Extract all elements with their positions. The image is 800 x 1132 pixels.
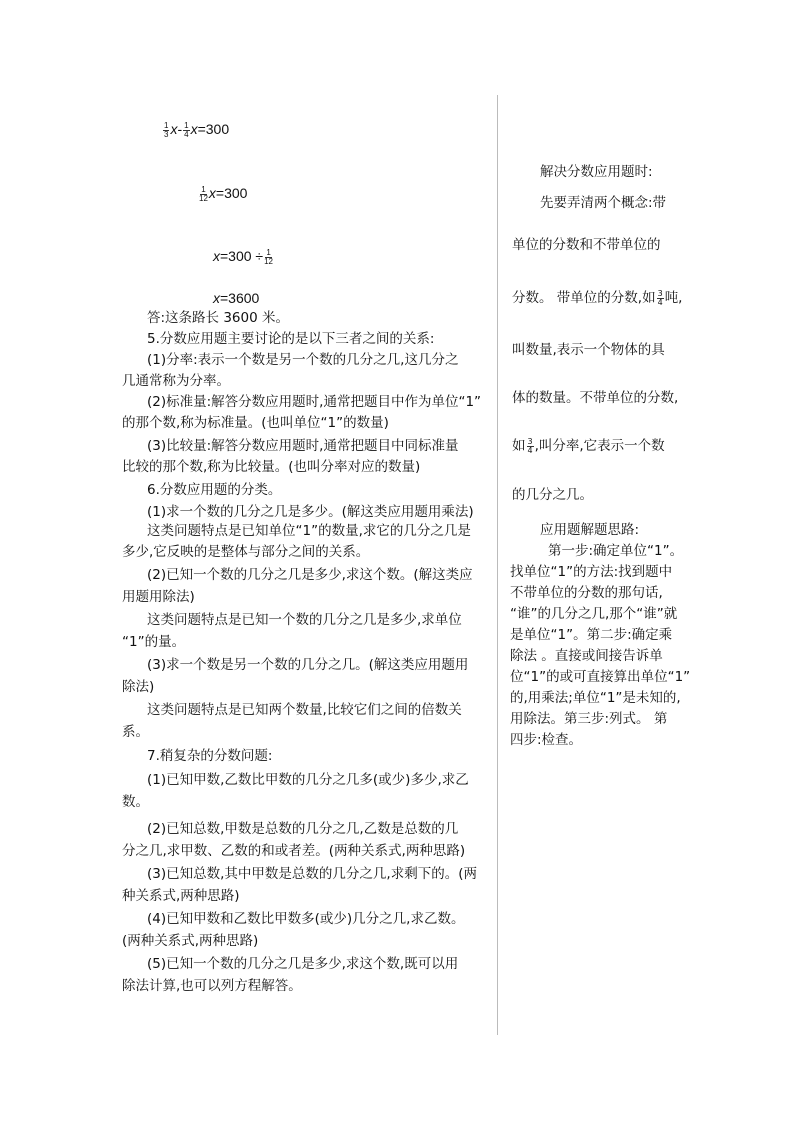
left-text-line: 数。 [122, 794, 149, 810]
left-text-line: (1)分率:表示一个数是另一个数的几分之几,这几分之 [147, 352, 459, 368]
left-text-line: (1)已知甲数,乙数比甲数的几分之几多(或少)多少,求乙 [147, 772, 469, 788]
left-text-line: 除法) [122, 679, 155, 695]
left-text-line: (3)求一个数是另一个数的几分之几。(解这类应用题用 [147, 657, 469, 673]
step-text-line: 找单位“1”的方法:找到题中 [510, 564, 673, 580]
right-text-line: 如 $\frac{3}{4}$ ,叫分率,它表示一个数 [512, 436, 665, 455]
left-text-line: 多少,它反映的是整体与部分之间的关系。 [122, 544, 370, 560]
left-text-line: 这类问题特点是已知两个数量,比较它们之间的倍数关 [147, 702, 462, 718]
left-text-line: (3)比较量:解答分数应用题时,通常把题目中同标准量 [147, 438, 459, 454]
fraction: $\frac{3}{4}$ [657, 288, 663, 307]
fraction: $\frac{1}{12}$ [199, 184, 208, 203]
equation-2: $\frac{1}{12}$ x=300 [199, 184, 248, 203]
right-text-line: 的几分之几。 [512, 487, 593, 503]
column-divider [497, 95, 498, 1035]
equation-3: x=300 ÷ $\frac{1}{12}$ [213, 247, 274, 266]
equation-1: $\frac{1}{3}$ x- $\frac{1}{4}$ x=300 [164, 120, 230, 139]
step-text-line: 是单位“1”。第二步:确定乘 [510, 627, 673, 643]
equation-4: x=3600 [213, 290, 260, 306]
step-text-line: 用除法。第三步:列式。 第 [510, 711, 668, 727]
fraction: $\frac{1}{4}$ [184, 120, 189, 139]
step-text-line: “谁”的几分之几,那个“谁”就 [510, 606, 678, 622]
fraction: $\frac{3}{4}$ [527, 436, 533, 455]
left-text-line: (5)已知一个数的几分之几是多少,求这个数,既可以用 [147, 956, 459, 972]
right-text-line: 分数。 带单位的分数,如 $\frac{3}{4}$ 吨, [512, 288, 683, 307]
left-text-line: 这类问题特点是已知一个数的几分之几是多少,求单位 [147, 612, 462, 628]
left-text-line: 答:这条路长 3600 米。 [147, 310, 289, 326]
right-text-line: 叫数量,表示一个物体的具 [512, 342, 665, 358]
left-text-line: 除法计算,也可以列方程解答。 [122, 978, 302, 994]
fraction: $\frac{1}{12}$ [264, 247, 274, 266]
left-text-line: 分之几,求甲数、乙数的和或者差。(两种关系式,两种思路) [122, 843, 466, 859]
right-text-line: 单位的分数和不带单位的 [512, 237, 661, 253]
left-text-line: 系。 [122, 724, 149, 740]
right-text-line: 解决分数应用题时: [540, 164, 653, 180]
left-text-line: (2)标准量:解答分数应用题时,通常把题目中作为单位“1” [147, 394, 482, 410]
left-text-line: 几通常称为分率。 [122, 373, 230, 389]
left-text-line: 这类问题特点是已知单位“1”的数量,求它的几分之几是 [147, 523, 471, 539]
fraction: $\frac{1}{3}$ [164, 120, 169, 139]
right-text-line: 先要弄清两个概念:带 [540, 195, 667, 211]
left-text-line: 比较的那个数,称为比较量。(也叫分率对应的数量) [122, 459, 421, 475]
step-text-line: 不带单位的分数的那句话, [510, 585, 663, 601]
left-text-line: (1)求一个数的几分之几是多少。(解这类应用题用乘法) [147, 504, 474, 520]
step-text-line: 位“1”的或可直接算出单位“1” [510, 669, 691, 685]
step-text-line: 除法 。直接或间接告诉单 [510, 648, 663, 664]
step-text-line: 四步:检查。 [510, 732, 583, 748]
left-text-line: “1”的量。 [122, 634, 186, 650]
left-text-line: 用题用除法) [122, 589, 195, 605]
left-text-line: (3)已知总数,其中甲数是总数的几分之几,求剩下的。(两 [147, 866, 477, 882]
step-text-line: 第一步:确定单位“1”。 [548, 543, 684, 559]
left-text-line: (2)已知一个数的几分之几是多少,求这个数。(解这类应 [147, 567, 473, 583]
step-text-line: 应用题解题思路: [540, 522, 640, 538]
left-text-line: 种关系式,两种思路) [122, 888, 240, 904]
right-text-line: 体的数量。不带单位的分数, [512, 390, 679, 406]
step-text-line: 的,用乘法;单位“1”是未知的, [510, 690, 681, 706]
left-text-line: 5.分数应用题主要讨论的是以下三者之间的关系: [147, 331, 435, 347]
left-text-line: (2)已知总数,甲数是总数的几分之几,乙数是总数的几 [147, 821, 459, 837]
left-text-line: 7.稍复杂的分数问题: [147, 748, 273, 764]
left-text-line: (两种关系式,两种思路) [122, 933, 259, 949]
left-text-line: 的那个数,称为标准量。(也叫单位“1”的数量) [122, 415, 389, 431]
left-text-line: (4)已知甲数和乙数比甲数多(或少)几分之几,求乙数。 [147, 911, 465, 927]
left-text-line: 6.分数应用题的分类。 [147, 482, 282, 498]
